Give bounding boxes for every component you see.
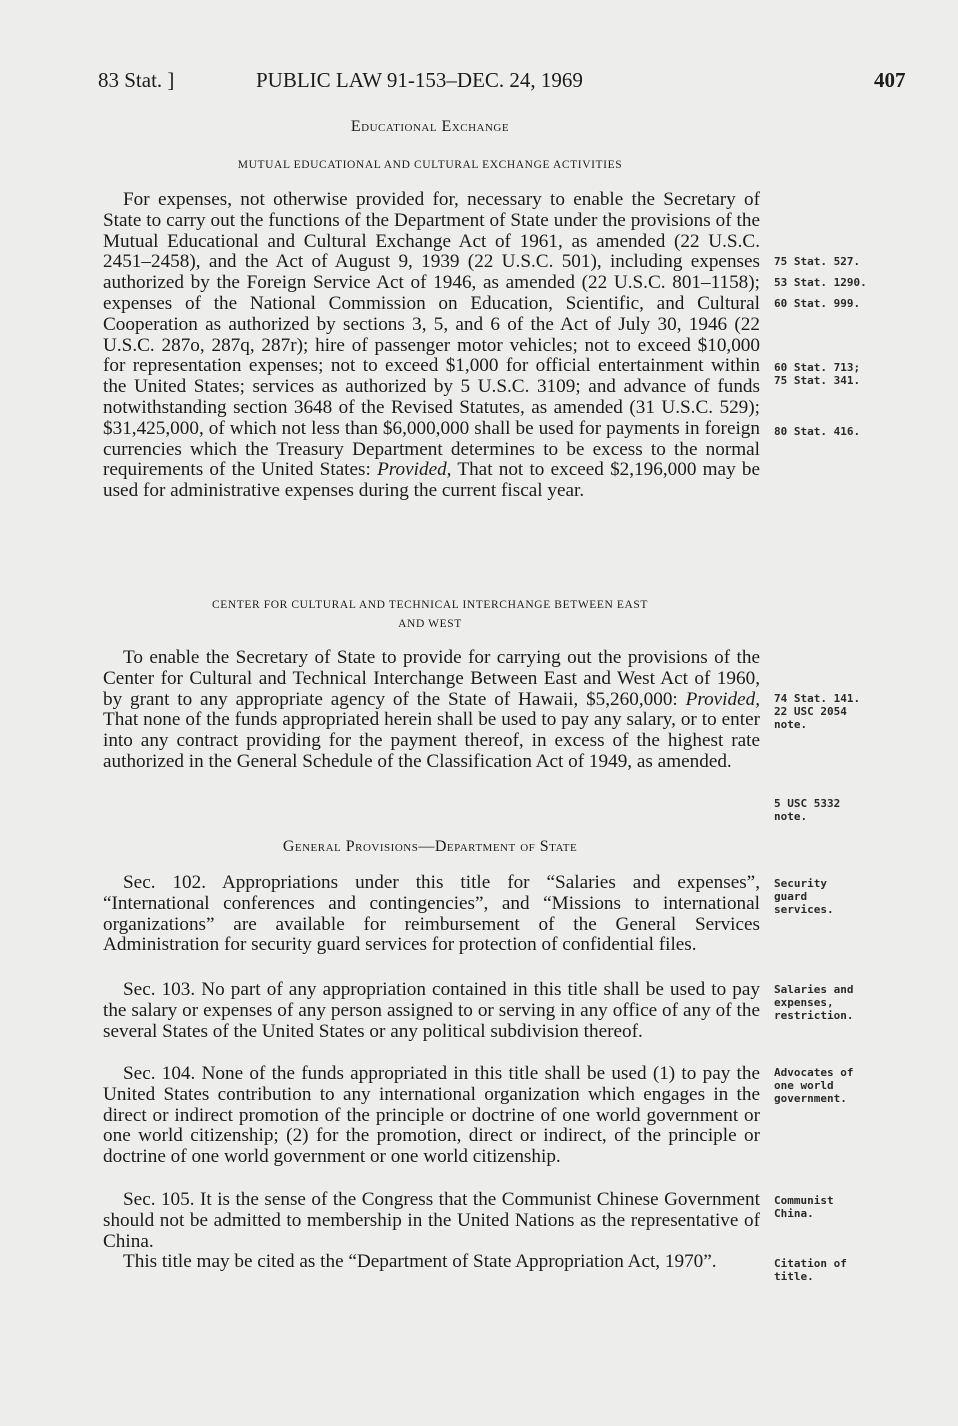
margin-note bbox=[774, 983, 894, 1022]
paragraph-text: Sec. 103. No part of any appropriation contained in this title shall be used to pay the salary or expenses of any person assigned to or serving in any office of any of the several States of the United States or any political subdivision thereof. bbox=[103, 979, 760, 1042]
margin-note-line: 80 Stat. 416. bbox=[774, 425, 861, 438]
paragraph-text: That none of the funds appropriated herein shall be used to pay any salary, or to enter into any contract providing for the payment thereof, in excess of the highest rate authorized in the General Schedule of the Classification Act of 1949, as amended. bbox=[103, 709, 760, 772]
paragraph-text: Sec. 104. None of the funds appropriated in this title shall be used (1) to pay the United States contribution to any international organization which engages in the direct or indirect promotion of the principle or doctrine of one world government or one world citizenship; (2) for the promotion, direct or indirect, of the principle or doctrine of one world government or one world citizenship. bbox=[103, 1063, 760, 1168]
margin-note bbox=[774, 425, 894, 438]
proviso-italic: Provided, bbox=[377, 459, 452, 481]
section-heading-educational-exchange: Educational Exchange bbox=[350, 118, 510, 135]
page-number: 407 bbox=[874, 68, 906, 92]
margin-note bbox=[774, 797, 894, 823]
margin-note-line: guard bbox=[774, 890, 808, 903]
margin-note bbox=[774, 1194, 894, 1220]
paragraph-sec-102 bbox=[103, 873, 760, 956]
margin-note-line: 5 USC 5332 bbox=[774, 797, 841, 810]
margin-note-line: note. bbox=[774, 810, 808, 823]
margin-note-line: services. bbox=[774, 903, 834, 916]
subheading-mutual-activities: MUTUAL EDUCATIONAL AND CULTURAL EXCHANGE ACTIVITIES bbox=[237, 159, 623, 171]
margin-note-line: Salaries and bbox=[774, 983, 854, 996]
margin-note bbox=[774, 276, 894, 289]
subheading-center-line2: AND WEST bbox=[398, 618, 462, 630]
margin-note-line: 75 Stat. 527. bbox=[774, 255, 861, 268]
margin-note bbox=[774, 1066, 894, 1105]
proviso-italic: Provided, bbox=[685, 688, 761, 710]
header-volume: 83 Stat. ] bbox=[98, 68, 175, 92]
margin-note-line: 22 USC 2054 bbox=[774, 705, 847, 718]
paragraph-text: For expenses, not otherwise provided for, necessary to enable the Secretary of State to carry out the functions of the Department of State under the provisions of the Mutual Educational and Cultural Exchange Act of 1961, as amended (22 U.S.C. 2451–2458), and the Act of August 9, 1939 (22 U.S.C. 501), including expenses authorized by the Foreign Service Act of 1946, as amended (22 U.S.C. 801–1158); expenses of the National Commission on Education, Scientific, and Cultural Cooperation as authorized by sections 3, 5, and 6 of the Act of July 30, 1946 (22 U.S.C. 287o, 287q, 287r); hire of passenger motor vehicles; not to exceed $10,000 for representation expenses; not to exceed $1,000 for official entertainment within the United States; services as authorized by 5 U.S.C. 3109; and advance of funds notwithstanding section 3648 of the Revised Statutes, as amended (31 U.S.C. 529); $31,425,000, of which not less than $6,000,000 shall be used for payments in foreign currencies which the Treasury Department determines to be excess to the normal requirements of the United States: bbox=[103, 189, 760, 481]
margin-note bbox=[774, 297, 894, 310]
margin-note-line: expenses, bbox=[774, 996, 834, 1009]
margin-note-line: government. bbox=[774, 1092, 847, 1105]
paragraph-sec-105 bbox=[103, 1190, 760, 1252]
margin-note bbox=[774, 1257, 894, 1283]
margin-note-line: China. bbox=[774, 1207, 814, 1220]
margin-note bbox=[774, 692, 894, 731]
margin-note-line: one world bbox=[774, 1079, 834, 1092]
margin-note-line: Advocates of bbox=[774, 1066, 854, 1079]
margin-note-line: 75 Stat. 341. bbox=[774, 374, 861, 387]
margin-note-line: Communist bbox=[774, 1194, 834, 1207]
paragraph-text: To enable the Secretary of State to provide for carrying out the provisions of the Center for Cultural and Technical Interchange Between East and West Act of 1960, by grant to any appropriate agency of the State of Hawaii, $5,260,000: bbox=[103, 647, 760, 710]
paragraph-east-west-center bbox=[103, 648, 760, 773]
section-heading-general-provisions: General Provisions—Department of State bbox=[282, 838, 578, 855]
margin-note bbox=[774, 255, 894, 268]
subheading-center-line1: CENTER FOR CULTURAL AND TECHNICAL INTERCHANGE BETWEEN EAST bbox=[211, 599, 649, 611]
margin-note-line: note. bbox=[774, 718, 808, 731]
paragraph-text: That not to exceed $2,196,000 may be used for administrative expenses during the current fiscal year. bbox=[103, 459, 760, 502]
margin-note-line: Security bbox=[774, 877, 827, 890]
margin-note-line: 74 Stat. 141. bbox=[774, 692, 861, 705]
paragraph-sec-104 bbox=[103, 1064, 760, 1168]
paragraph-text: Sec. 102. Appropriations under this title for “Salaries and expenses”, “International conferences and contingencies”, and “Missions to international organizations” are available for reimbursement of the General Services Administration for security guard services for protection of confidential files. bbox=[103, 872, 760, 956]
margin-note-line: 60 Stat. 713; bbox=[774, 361, 861, 374]
margin-note-line: title. bbox=[774, 1270, 814, 1283]
paragraph-text: This title may be cited as the “Department of State Appropriation Act, 1970”. bbox=[123, 1251, 717, 1272]
header-title: PUBLIC LAW 91-153–DEC. 24, 1969 bbox=[256, 68, 583, 92]
margin-note-line: 53 Stat. 1290. bbox=[774, 276, 867, 289]
paragraph-educational-exchange bbox=[103, 190, 760, 502]
paragraph-citation bbox=[103, 1252, 760, 1273]
paragraph-text: Sec. 105. It is the sense of the Congress that the Communist Chinese Government should not be admitted to membership in the United Nations as the representative of China. bbox=[103, 1189, 760, 1252]
paragraph-sec-103 bbox=[103, 980, 760, 1042]
margin-note-line: Citation of bbox=[774, 1257, 847, 1270]
margin-note-line: restriction. bbox=[774, 1009, 854, 1022]
margin-note bbox=[774, 361, 894, 387]
margin-note-line: 60 Stat. 999. bbox=[774, 297, 861, 310]
margin-note bbox=[774, 877, 894, 916]
